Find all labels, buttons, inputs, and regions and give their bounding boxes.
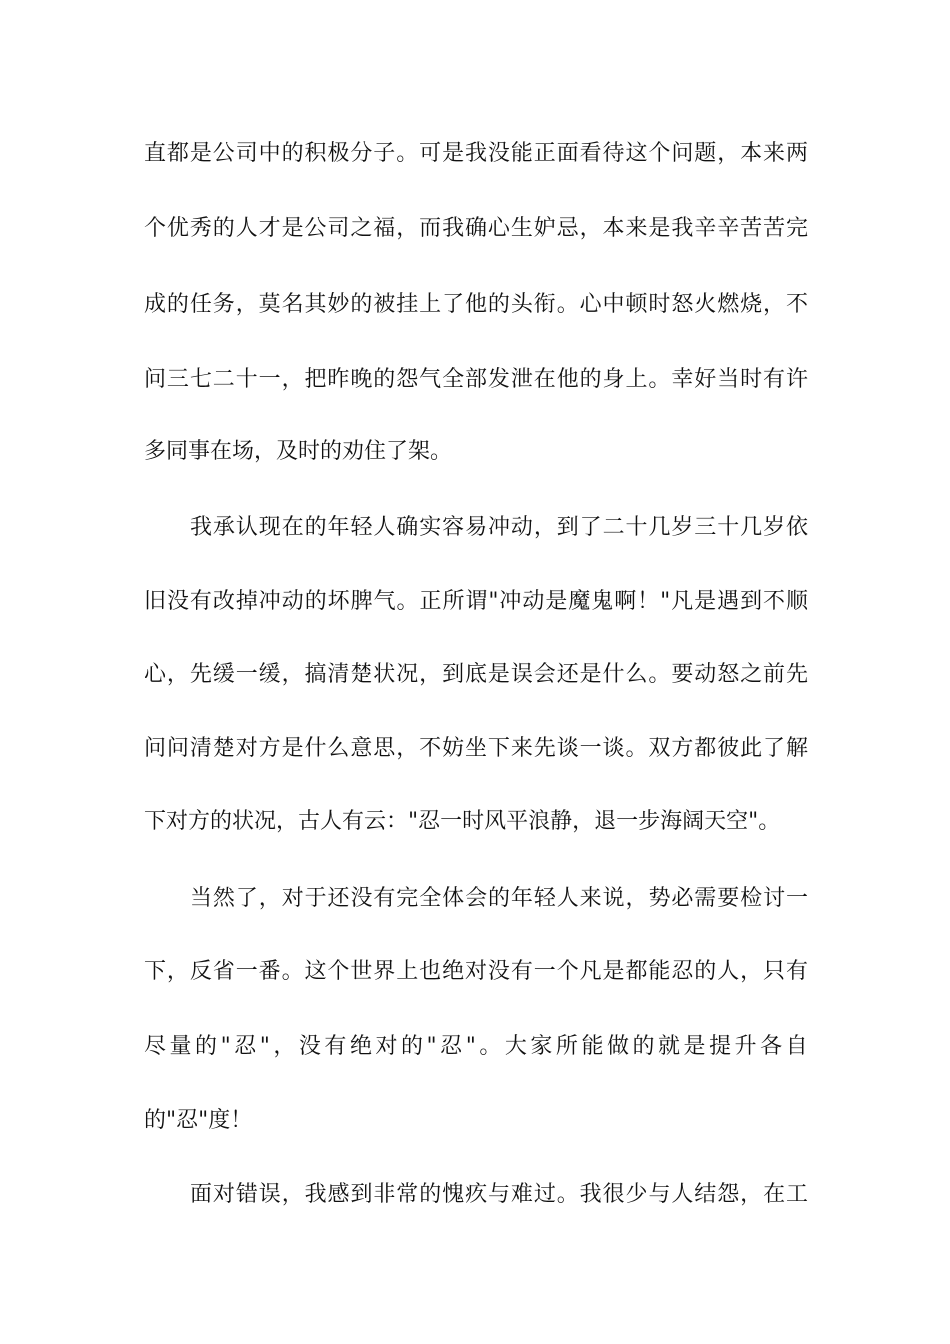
paragraph-first-line: 我承认现在的年轻人确实容易冲动，到了二十几岁三十几岁依 [190, 515, 808, 540]
text-line: 旧没有改掉冲动的坏脾气。正所谓"冲动是魔鬼啊！"凡是遇到不顺 [144, 589, 808, 614]
text-line: 的"忍"度！ [144, 1108, 253, 1133]
text-line: 下，反省一番。这个世界上也绝对没有一个凡是都能忍的人，只有 [144, 959, 808, 984]
text-line: 成的任务，莫名其妙的被挂上了他的头衔。心中顿时怒火燃烧，不 [144, 292, 808, 317]
text-line: 问问清楚对方是什么意思，不妨坐下来先谈一谈。双方都彼此了解 [144, 736, 808, 761]
text-line: 个优秀的人才是公司之福，而我确心生妒忌，本来是我辛辛苦苦完 [144, 216, 808, 241]
paragraph-first-line: 当然了，对于还没有完全体会的年轻人来说，势必需要检讨一 [190, 886, 808, 911]
text-line: 下对方的状况，古人有云："忍一时风平浪静，退一步海阔天空"。 [144, 809, 781, 834]
paragraph-first-line: 面对错误，我感到非常的愧疚与难过。我很少与人结怨，在工 [190, 1182, 808, 1207]
text-line: 直都是公司中的积极分子。可是我没能正面看待这个问题，本来两 [144, 141, 808, 166]
text-line: 问三七二十一，把昨晚的怨气全部发泄在他的身上。幸好当时有许 [144, 367, 808, 392]
text-line: 尽量的"忍"，没有绝对的"忍"。大家所能做的就是提升各自 [144, 1034, 808, 1059]
text-line: 心，先缓一缓，搞清楚状况，到底是误会还是什么。要动怒之前先 [144, 662, 808, 687]
text-line: 多同事在场，及时的劝住了架。 [144, 439, 453, 464]
